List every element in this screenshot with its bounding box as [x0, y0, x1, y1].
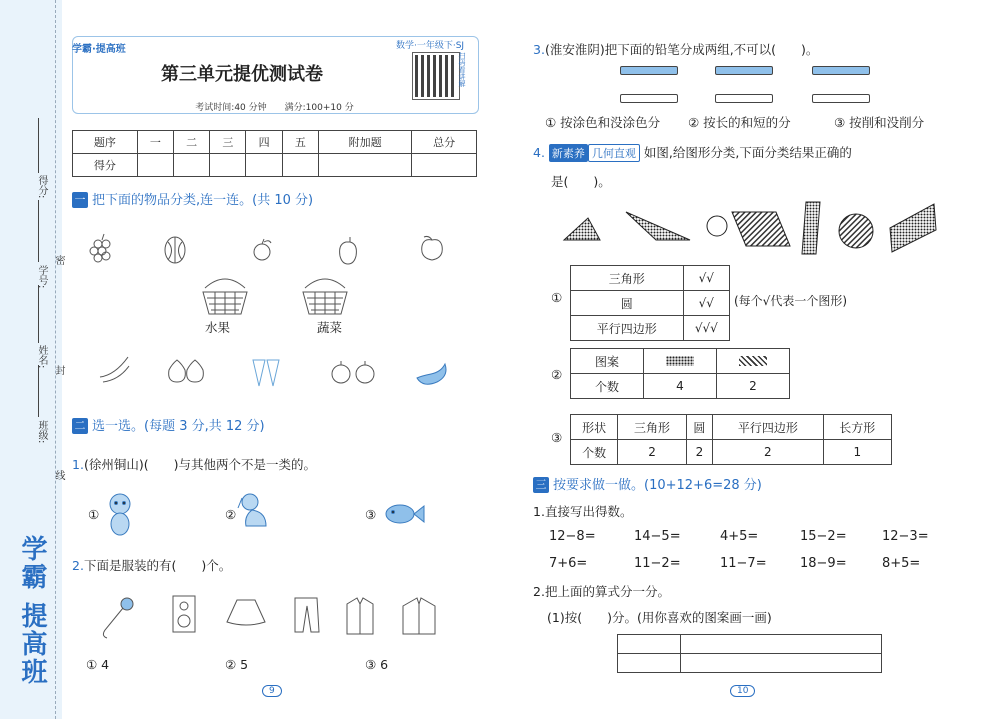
brand-logo: 学霸 提高班 — [17, 535, 47, 687]
basket-label-fruit: 水果 — [205, 320, 231, 335]
score-header: 总分 — [412, 131, 477, 154]
question-2-2-pictures — [95, 592, 455, 640]
option-2[interactable]: ② 按长的和短的分 — [688, 115, 791, 130]
score-header: 附加题 — [318, 131, 411, 154]
question-2-1 — [72, 455, 316, 473]
score-label: 得分: — [36, 175, 47, 199]
pants-icon[interactable] — [295, 598, 319, 632]
cell: √√ — [683, 266, 729, 291]
page-title: 第三单元提优测试卷 — [161, 64, 323, 85]
question-3-2 — [533, 582, 670, 600]
option-1-note: (每个√代表一个图形) — [734, 294, 848, 308]
oranges-icon[interactable] — [332, 361, 374, 383]
exam-info: 考试时间:40 分钟 满分:100+10 分 — [195, 103, 354, 113]
question-number: 2. — [533, 584, 545, 599]
calc[interactable]: 7+6= — [549, 556, 588, 571]
section-title: 选一选。(每题 3 分,共 12 分) — [92, 419, 265, 434]
fish-icon[interactable] — [386, 505, 424, 523]
section-1-top-items — [80, 230, 470, 270]
cell: 平行四边形 — [571, 316, 684, 341]
score-cell[interactable] — [246, 154, 282, 177]
score-cell[interactable] — [210, 154, 246, 177]
cell: 平行四边形 — [713, 415, 823, 440]
skirt-icon[interactable] — [227, 600, 265, 625]
parallelogram-hatched[interactable] — [732, 212, 790, 246]
speaker-icon[interactable] — [173, 596, 195, 632]
cell: 形状 — [571, 415, 618, 440]
series-tag: 学霸·提高班 — [72, 44, 126, 55]
question-3-1 — [533, 502, 632, 520]
option-1[interactable]: ① 4 — [86, 657, 110, 672]
badge-new-literacy: 新素养 — [549, 144, 588, 162]
cell: 三角形 — [618, 415, 686, 440]
question-4 — [533, 143, 852, 162]
id-blank[interactable] — [38, 200, 40, 262]
cell: 三角形 — [571, 266, 684, 291]
cell: 图案 — [571, 349, 644, 374]
cell: 1 — [823, 440, 891, 465]
page-number: 9 — [262, 685, 282, 697]
pears-icon[interactable] — [169, 360, 204, 382]
id-label: 学号: — [36, 265, 47, 289]
option-1[interactable]: ① — [88, 507, 100, 522]
pencil-icon[interactable] — [620, 66, 678, 75]
score-cell[interactable] — [412, 154, 477, 177]
score-row-label: 得分 — [73, 154, 138, 177]
question-number: 3. — [533, 42, 545, 57]
page-number-right — [730, 678, 755, 697]
qr-label: 扫码看讲解 — [458, 52, 466, 87]
option-3[interactable]: ③ 按削和没削分 — [834, 115, 925, 130]
cell: 长方形 — [823, 415, 891, 440]
peach-icon[interactable] — [422, 236, 443, 260]
page-number-left — [262, 678, 282, 697]
section-number: 一 — [72, 192, 88, 208]
pencil-icon[interactable] — [715, 66, 773, 75]
parallelogram-dotted[interactable] — [802, 202, 820, 254]
answer-cell[interactable] — [618, 654, 681, 673]
section-title: 按要求做一做。(10+12+6=28 分) — [553, 478, 762, 493]
pencil-icon[interactable] — [620, 94, 678, 103]
score-header: 三 — [210, 131, 246, 154]
shirt-icon[interactable] — [347, 598, 373, 634]
option-2[interactable]: ② — [225, 507, 237, 522]
eggplant-icon[interactable] — [417, 364, 446, 384]
pattern-dotted-icon — [644, 349, 717, 374]
section-1-heading — [72, 189, 313, 208]
cell: 圆 — [686, 415, 712, 440]
calc[interactable]: 12−3= — [882, 529, 929, 544]
score-header: 一 — [137, 131, 173, 154]
answer-cell[interactable] — [618, 635, 681, 654]
jacket-icon[interactable] — [403, 598, 435, 634]
score-cell[interactable] — [318, 154, 411, 177]
calc[interactable]: 11−2= — [634, 556, 681, 571]
cut-line — [55, 0, 57, 719]
pencil-icon[interactable] — [812, 94, 870, 103]
shapes — [560, 198, 950, 256]
question-text: 下面是服装的有( )个。 — [83, 558, 232, 573]
triangle-dotted[interactable] — [564, 218, 600, 240]
page-number: 10 — [730, 685, 755, 697]
question-text: 如图,给图形分类,下面分类结果正确的 — [643, 145, 852, 160]
class-label: 班级: — [36, 420, 47, 444]
score-header: 题序 — [73, 131, 138, 154]
cabbage-icon[interactable] — [165, 237, 185, 263]
option-2-mark[interactable]: ② — [551, 367, 563, 382]
section-1-bottom-items — [95, 352, 455, 388]
option-1-mark[interactable]: ① — [551, 290, 563, 305]
score-cell[interactable] — [282, 154, 318, 177]
option-1-table — [570, 265, 730, 341]
question-2-1-pictures — [100, 488, 430, 538]
microphone-icon[interactable] — [103, 598, 133, 638]
cell: 2 — [713, 440, 823, 465]
fruit-basket-icon[interactable] — [203, 279, 247, 314]
carrots-icon[interactable] — [253, 360, 279, 386]
vegetable-basket-icon[interactable] — [303, 279, 347, 314]
question-number: 4. — [533, 145, 545, 160]
basket-label-vegetable: 蔬菜 — [317, 320, 343, 335]
cell: 2 — [717, 374, 790, 399]
pepper-icon[interactable] — [340, 237, 357, 264]
option-3[interactable]: ③ 6 — [365, 657, 389, 672]
class-blank[interactable] — [38, 365, 40, 417]
score-table — [72, 130, 477, 177]
cell: 个数 — [571, 440, 618, 465]
score-header: 二 — [173, 131, 209, 154]
question-4-cont: 是( )。 — [551, 174, 611, 189]
score-header: 四 — [246, 131, 282, 154]
apple-icon[interactable] — [254, 239, 271, 260]
section-3-heading — [533, 474, 762, 493]
option-3-table — [570, 414, 892, 465]
question-2-2 — [72, 556, 231, 574]
question-3-2-sub: (1)按( )分。(用你喜欢的图案画一画) — [547, 610, 772, 625]
dog-icon[interactable] — [238, 494, 266, 526]
triangle-dotted[interactable] — [626, 212, 690, 240]
option-3-mark[interactable]: ③ — [551, 430, 563, 445]
section-number: 三 — [533, 477, 549, 493]
option-2[interactable]: ② 5 — [225, 657, 249, 672]
option-1[interactable]: ① 按涂色和没涂色分 — [545, 115, 661, 130]
chili-icon[interactable] — [100, 357, 129, 382]
section-2-heading — [72, 415, 265, 434]
qr-code-icon[interactable] — [413, 53, 459, 99]
name-blank[interactable] — [38, 285, 40, 343]
score-cell[interactable] — [137, 154, 173, 177]
parallelogram-dotted[interactable] — [890, 204, 936, 252]
question-number: 2. — [72, 558, 84, 573]
calc[interactable]: 12−8= — [549, 529, 596, 544]
question-text: 把上面的算式分一分。 — [544, 584, 670, 599]
cut-label-3: 密 — [53, 255, 64, 265]
subject-tag: 数学·一年级下·SJ — [396, 41, 465, 51]
badge-geometry: 几何直观 — [588, 144, 640, 162]
question-text: (淮安淮阴)把下面的铅笔分成两组,不可以( )。 — [544, 42, 819, 57]
question-number: 1. — [533, 504, 545, 519]
question-text: (徐州铜山)( )与其他两个不是一类的。 — [83, 457, 316, 472]
calc[interactable]: 4+5= — [720, 529, 759, 544]
calc[interactable]: 15−2= — [800, 529, 847, 544]
cell: 2 — [618, 440, 686, 465]
calc[interactable]: 18−9= — [800, 556, 847, 571]
grapes-icon[interactable] — [90, 234, 110, 262]
pencil-icon[interactable] — [812, 66, 870, 75]
cell: √√ — [683, 291, 729, 316]
answer-cell[interactable] — [681, 635, 882, 654]
cell: √√√ — [683, 316, 729, 341]
pattern-hatched-icon — [717, 349, 790, 374]
cut-label-2: 封 — [53, 365, 64, 375]
section-title: 把下面的物品分类,连一连。(共 10 分) — [92, 193, 314, 208]
monkey-icon[interactable] — [110, 494, 130, 535]
question-3 — [533, 40, 818, 58]
cell: 个数 — [571, 374, 644, 399]
calc[interactable]: 14−5= — [634, 529, 681, 544]
question-number: 1. — [72, 457, 84, 472]
question-text: 直接写出得数。 — [544, 504, 633, 519]
circle-plain[interactable] — [707, 216, 727, 236]
cell: 2 — [686, 440, 712, 465]
cell: 4 — [644, 374, 717, 399]
score-blank[interactable] — [38, 118, 40, 173]
score-cell[interactable] — [173, 154, 209, 177]
calc[interactable]: 8+5= — [882, 556, 921, 571]
option-2-table — [570, 348, 790, 399]
calc[interactable]: 11−7= — [720, 556, 767, 571]
cut-label-1: 线 — [53, 470, 64, 480]
cell: 圆 — [571, 291, 684, 316]
answer-cell[interactable] — [681, 654, 882, 673]
option-3[interactable]: ③ — [365, 507, 377, 522]
circle-hatched[interactable] — [839, 214, 873, 248]
section-1-baskets — [195, 278, 355, 318]
score-header: 五 — [282, 131, 318, 154]
pencil-icon[interactable] — [715, 94, 773, 103]
answer-table — [617, 634, 882, 673]
name-label: 姓名: — [36, 345, 47, 369]
section-number: 二 — [72, 418, 88, 434]
